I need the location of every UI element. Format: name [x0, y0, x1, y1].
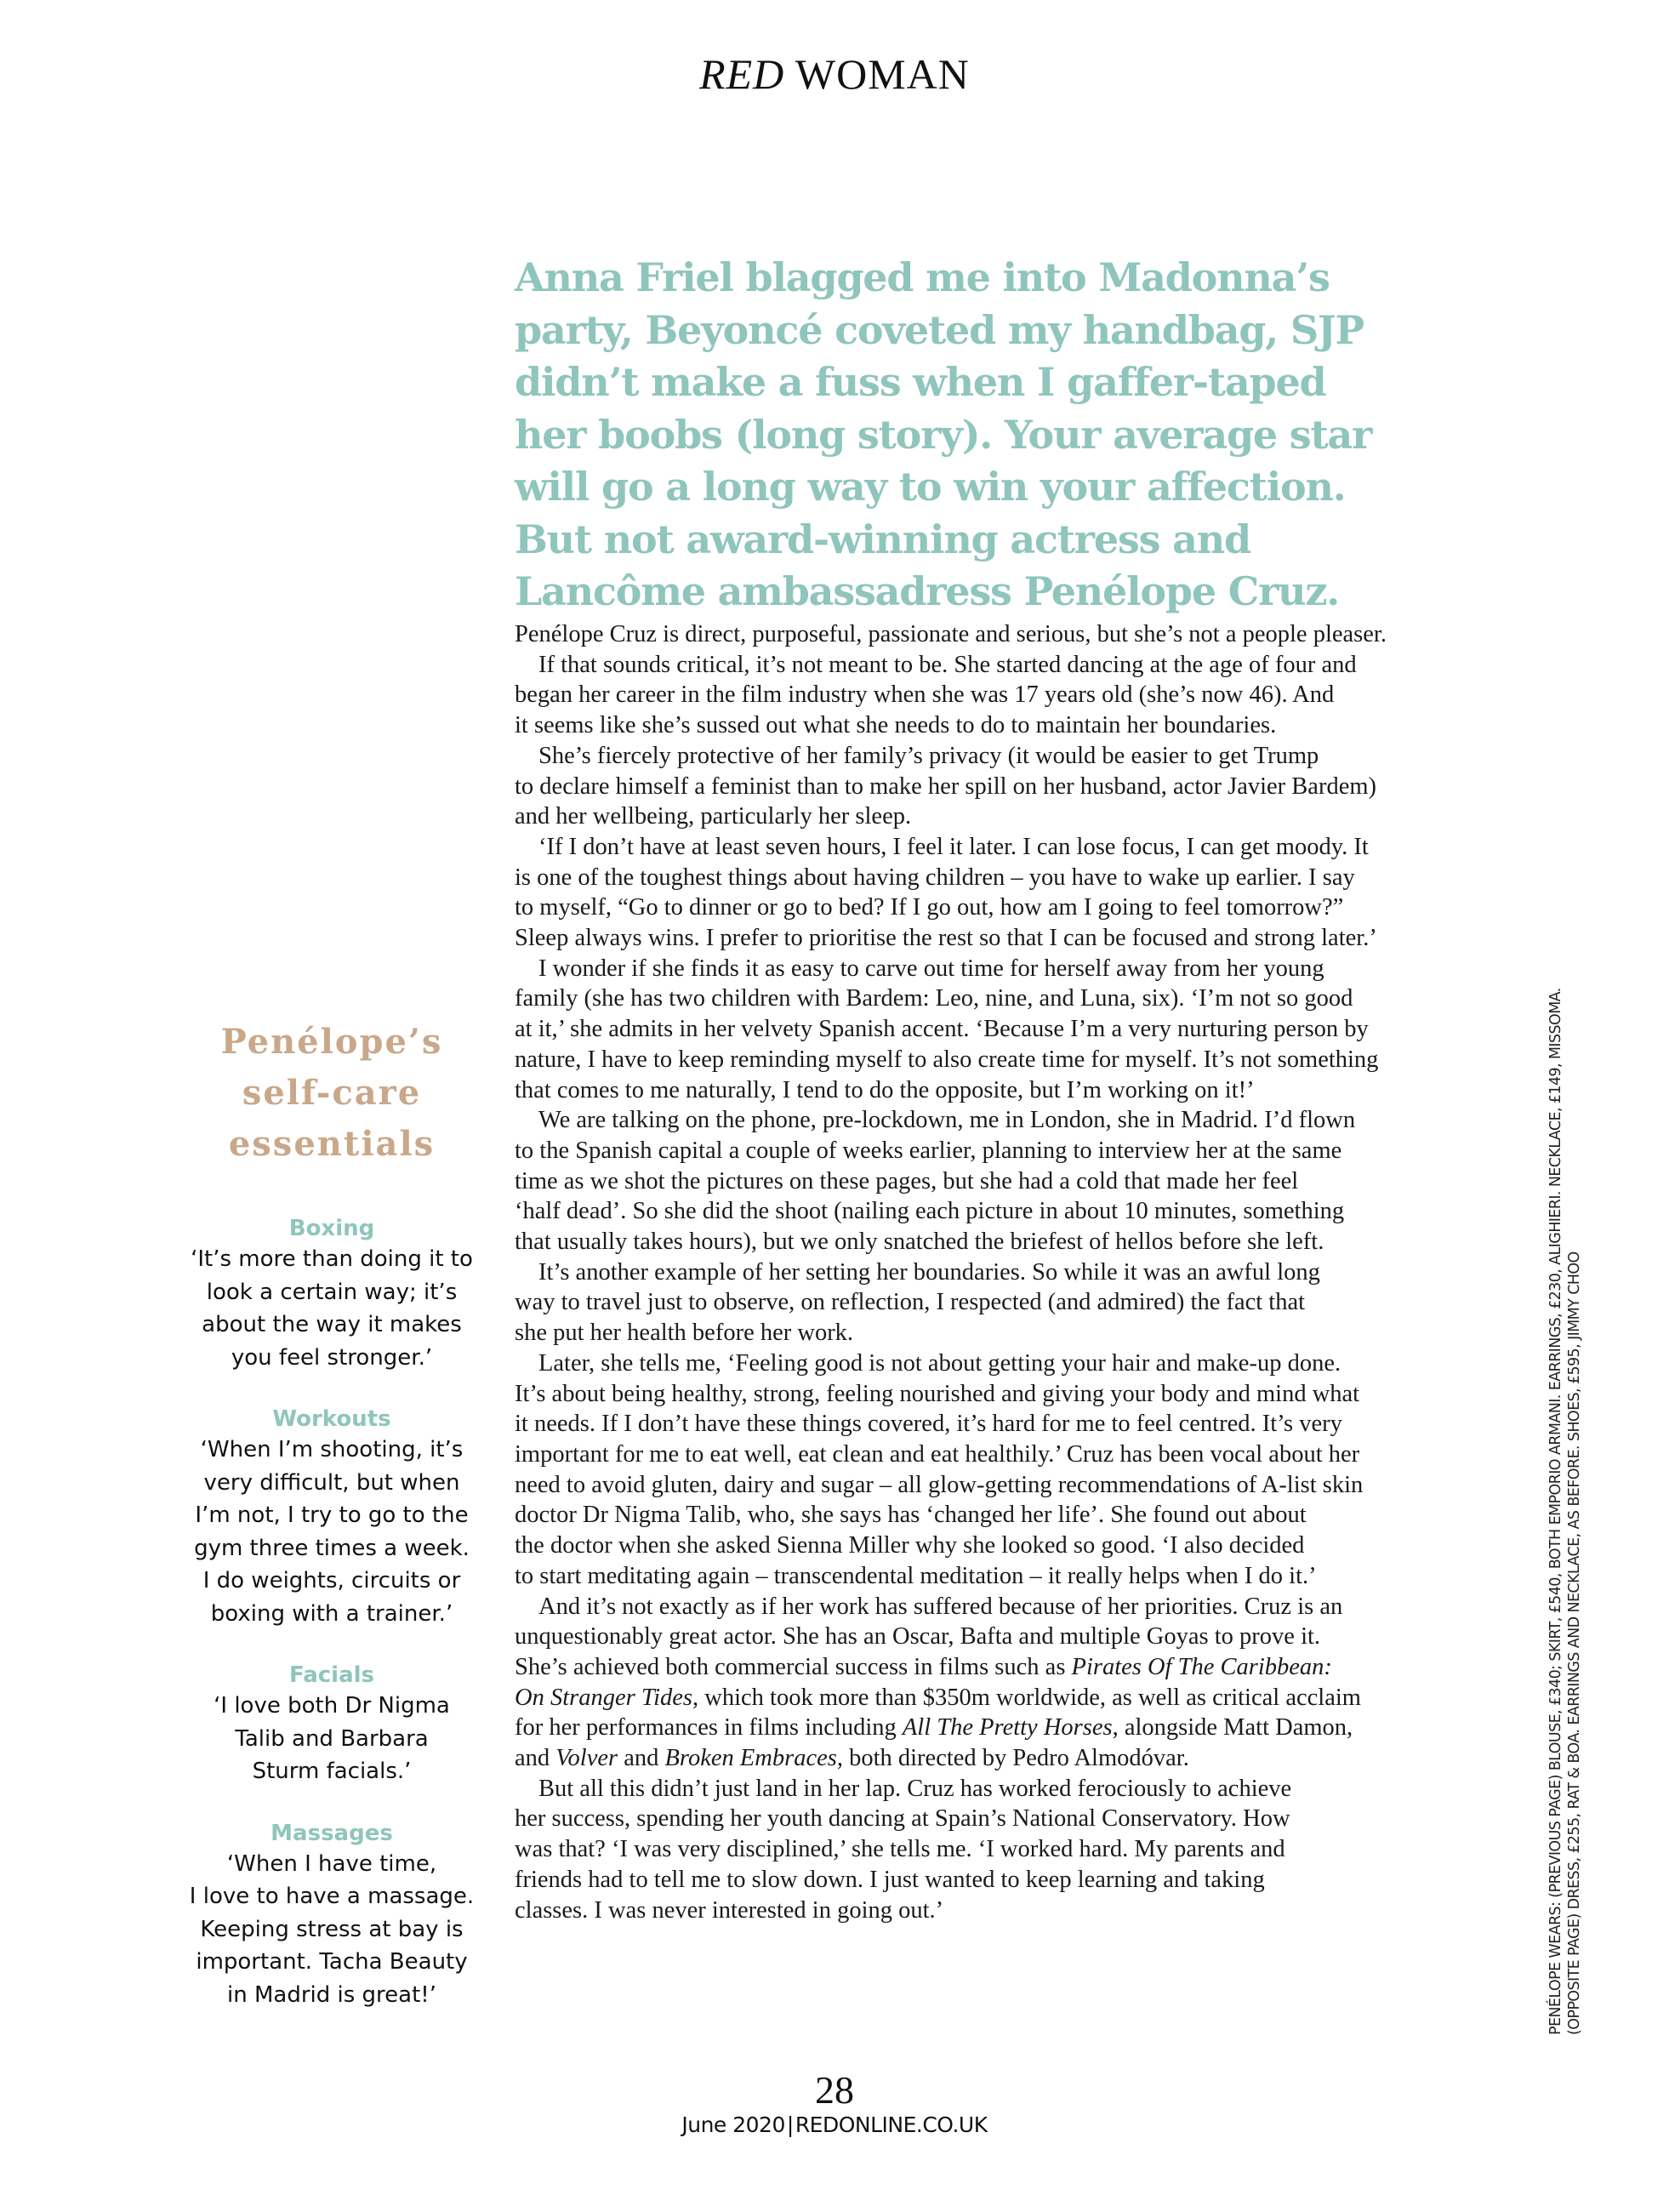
body-line: that comes to me naturally, I tend to do the opposite, but I’m working on it!’ — [515, 1076, 1255, 1103]
body-line: need to avoid gluten, dairy and sugar – all glow-getting recommendations of A-list skin — [515, 1471, 1364, 1498]
sidebar-item-facials — [170, 1661, 493, 1788]
body-line: Sleep always wins. I prefer to prioritise the rest so that I can be focused and strong later.’ — [515, 925, 1377, 952]
standfirst — [515, 252, 1433, 619]
page-footer — [0, 2069, 1669, 2139]
body-line: it seems like she’s sussed out what she needs to do to maintain her boundaries. — [515, 712, 1277, 739]
body-line: It’s about being healthy, strong, feeling nourished and giving your body and mind what — [515, 1380, 1360, 1407]
sidebar-item-quote-line: about the way it makes — [202, 1312, 462, 1337]
sidebar-item-quote-line: you feel stronger.’ — [231, 1344, 433, 1371]
credits-line: (OPPOSITE PAGE) DRESS, £255, RAT & BOA. EARRINGS AND NECKLACE, AS BEFORE. SHOES, £595, JIMMY CHOO — [1566, 1251, 1583, 2035]
body-line: ‘If I don’t have at least seven hours, I feel it later. I can lose focus, I can get moody. It — [538, 833, 1369, 860]
sidebar-item-workouts — [170, 1405, 493, 1630]
sidebar-item-quote-line: ‘When I have time, — [226, 1850, 437, 1877]
body-line: to declare himself a feminist than to make her spill on her husband, actor Javier Bardem) — [515, 772, 1377, 800]
sidebar-item-heading: Workouts — [272, 1406, 391, 1432]
masthead — [0, 49, 1669, 99]
body-text: for her performances in films including — [515, 1714, 903, 1742]
sidebar-title — [170, 1017, 493, 1170]
credits-line: PENÉLOPE WEARS: (PREVIOUS PAGE) BLOUSE, £340; SKIRT, £540, BOTH EMPORIO ARMANI. EARRINGS, £230, ALIGHIERI. NECKLACE, £149, MISSOMA. — [1547, 988, 1564, 2035]
issue-date: June 2020 — [681, 2112, 785, 2137]
body-line: she put her health before her work. — [515, 1320, 854, 1347]
body-line: If that sounds critical, it’s not meant to be. She started dancing at the age of four and — [538, 651, 1357, 678]
body-line: began her career in the film industry when she was 17 years old (she’s now 46). And — [515, 681, 1335, 709]
body-line: it needs. If I don’t have these things covered, it’s hard for me to feel centred. It’s very — [515, 1411, 1342, 1438]
body-line: nature, I have to keep reminding myself to also create time for myself. It’s not something — [515, 1046, 1379, 1073]
body-line: doctor Dr Nigma Talib, who, she says has ‘changed her life’. She found out about — [515, 1502, 1307, 1529]
body-line: that usually takes hours), but we only snatched the briefest of hellos before she left. — [515, 1229, 1324, 1256]
film-title: On Stranger Tides — [515, 1684, 693, 1711]
standfirst-line: Anna Friel blagged me into Madonna’s — [515, 254, 1330, 300]
sidebar-item-massages — [170, 1819, 493, 2012]
standfirst-line: her boobs (long story). Your average star — [515, 411, 1372, 458]
film-title: Volver — [555, 1745, 618, 1772]
sidebar-item-quote-line: Talib and Barbara — [235, 1725, 429, 1752]
body-line: the doctor when she asked Sienna Miller why she looked so good. ‘I also decided — [515, 1532, 1305, 1559]
issue-line — [0, 2112, 1669, 2139]
sidebar-item-quote-line: I love to have a massage. — [189, 1884, 475, 1909]
sidebar-item-quote-line: boxing with a trainer.’ — [210, 1600, 453, 1627]
body-line: classes. I was never interested in going out.’ — [515, 1896, 944, 1924]
sidebar-title-line: essentials — [228, 1124, 436, 1164]
body-line: It’s another example of her setting her boundaries. So while it was an awful long — [538, 1258, 1320, 1286]
body-text: and — [515, 1745, 556, 1772]
body-line: was that? ‘I was very disciplined,’ she tells me. ‘I worked hard. My parents and — [515, 1836, 1285, 1863]
sidebar-item-quote-line: I do weights, circuits or — [202, 1568, 461, 1593]
sidebar-title-line: Penélope’s — [220, 1022, 443, 1062]
standfirst-line: will go a long way to win your affection. — [515, 464, 1346, 510]
article-body — [515, 619, 1467, 1925]
body-line — [515, 1743, 1467, 1774]
body-line: She’s fiercely protective of her family’s privacy (it would be easier to get Trump — [538, 742, 1319, 769]
body-line: Later, she tells me, ‘Feeling good is not about getting your hair and make-up done. — [538, 1349, 1341, 1377]
body-line: We are talking on the phone, pre-lockdown, me in London, she in Madrid. I’d flown — [538, 1107, 1356, 1134]
standfirst-line: Lancôme ambassadress Penélope Cruz. — [515, 568, 1340, 614]
body-line: at it,’ she admits in her velvety Spanish accent. ‘Because I’m a very nurturing person by — [515, 1016, 1369, 1043]
masthead-woman: WOMAN — [795, 50, 970, 98]
body-line — [515, 1652, 1467, 1683]
sidebar-item-quote-line: Keeping stress at bay is — [200, 1916, 464, 1942]
body-line: way to travel just to observe, on reflection, I respected (and admired) the fact that — [515, 1289, 1306, 1316]
body-line: to start meditating again – transcendental meditation – it really helps when I do it.’ — [515, 1562, 1317, 1589]
film-title: All The Pretty Horses — [902, 1714, 1113, 1742]
sidebar-item-quote-line: important. Tacha Beauty — [196, 1949, 468, 1975]
film-title: Broken Embraces — [664, 1745, 837, 1772]
body-line — [515, 1683, 1467, 1713]
sidebar-item-heading: Boxing — [288, 1216, 375, 1241]
sidebar-item-quote-line: gym three times a week. — [194, 1535, 470, 1561]
sidebar-item-boxing — [170, 1214, 493, 1374]
sidebar-item-quote-line: look a certain way; it’s — [206, 1279, 458, 1305]
body-line: But all this didn’t just land in her lap. Cruz has worked ferociously to achieve — [538, 1775, 1292, 1802]
body-line: is one of the toughest things about having children – you have to wake up earlier. I say — [515, 864, 1355, 891]
site-url[interactable]: REDONLINE.CO.UK — [795, 2112, 988, 2137]
sidebar-item-quote-line: in Madrid is great!’ — [227, 1981, 436, 2008]
sidebar-item-heading: Facials — [288, 1662, 375, 1688]
page-number: 28 — [815, 2068, 854, 2112]
sidebar-item-quote-line: ‘It’s more than doing it to — [191, 1246, 473, 1272]
body-text: , both directed by Pedro Almodóvar. — [836, 1745, 1189, 1772]
footer-separator: | — [786, 2112, 794, 2137]
body-line: unquestionably great actor. She has an Oscar, Bafta and multiple Goyas to prove it. — [515, 1623, 1321, 1650]
body-line: to myself, “Go to dinner or go to bed? If I go out, how am I going to feel tomorrow?” — [515, 894, 1344, 921]
sidebar-item-quote-line: ‘When I’m shooting, it’s — [200, 1437, 464, 1462]
masthead-red: RED — [699, 50, 785, 98]
standfirst-line: didn’t make a fuss when I gaffer-taped — [515, 359, 1326, 405]
sidebar-title-line: self-care — [242, 1073, 422, 1113]
sidebar-item-quote-line: very difficult, but when — [203, 1469, 460, 1496]
body-line: I wonder if she finds it as easy to carve out time for herself away from her young — [538, 955, 1324, 982]
body-line: friends had to tell me to slow down. I just wanted to keep learning and taking — [515, 1866, 1265, 1893]
body-line: to the Spanish capital a couple of weeks earlier, planning to interview her at the same — [515, 1137, 1342, 1164]
sidebar-item-quote-line: ‘I love both Dr Nigma — [214, 1693, 450, 1719]
standfirst-line: party, Beyoncé coveted my handbag, SJP — [515, 306, 1364, 353]
body-text: She’s achieved both commercial success in films such as — [515, 1653, 1072, 1680]
body-line: Penélope Cruz is direct, purposeful, passionate and serious, but she’s not a people pleaser. — [515, 621, 1387, 647]
body-line: family (she has two children with Bardem: Leo, nine, and Luna, six). ‘I’m not so good — [515, 985, 1353, 1012]
body-line — [515, 1713, 1467, 1743]
standfirst-line: But not award-winning actress and — [515, 516, 1250, 562]
body-line: And it’s not exactly as if her work has suffered because of her priorities. Cruz is an — [538, 1593, 1343, 1620]
body-text: and — [618, 1745, 665, 1772]
sidebar-item-quote-line: I’m not, I try to go to the — [195, 1502, 469, 1528]
body-text: , which took more than $350m worldwide, as well as critical acclaim — [692, 1684, 1361, 1711]
self-care-sidebar — [170, 1017, 493, 2042]
film-title: Pirates Of The Caribbean: — [1071, 1653, 1332, 1680]
body-line: and her wellbeing, particularly her sleep. — [515, 803, 912, 830]
body-text: , alongside Matt Damon, — [1112, 1714, 1353, 1742]
fashion-credits — [1547, 844, 1584, 2035]
sidebar-item-heading: Massages — [271, 1820, 393, 1846]
body-line: time as we shot the pictures on these pages, but she had a cold that made her feel — [515, 1167, 1299, 1194]
body-line: important for me to eat well, eat clean and eat healthily.’ Cruz has been vocal about her — [515, 1440, 1360, 1468]
sidebar-items — [170, 1214, 493, 2011]
body-line: ‘half dead’. So she did the shoot (nailing each picture in about 10 minutes, something — [515, 1198, 1345, 1225]
sidebar-item-quote-line: Sturm facials.’ — [252, 1759, 412, 1784]
body-line: her success, spending her youth dancing at Spain’s National Conservatory. How — [515, 1805, 1290, 1833]
